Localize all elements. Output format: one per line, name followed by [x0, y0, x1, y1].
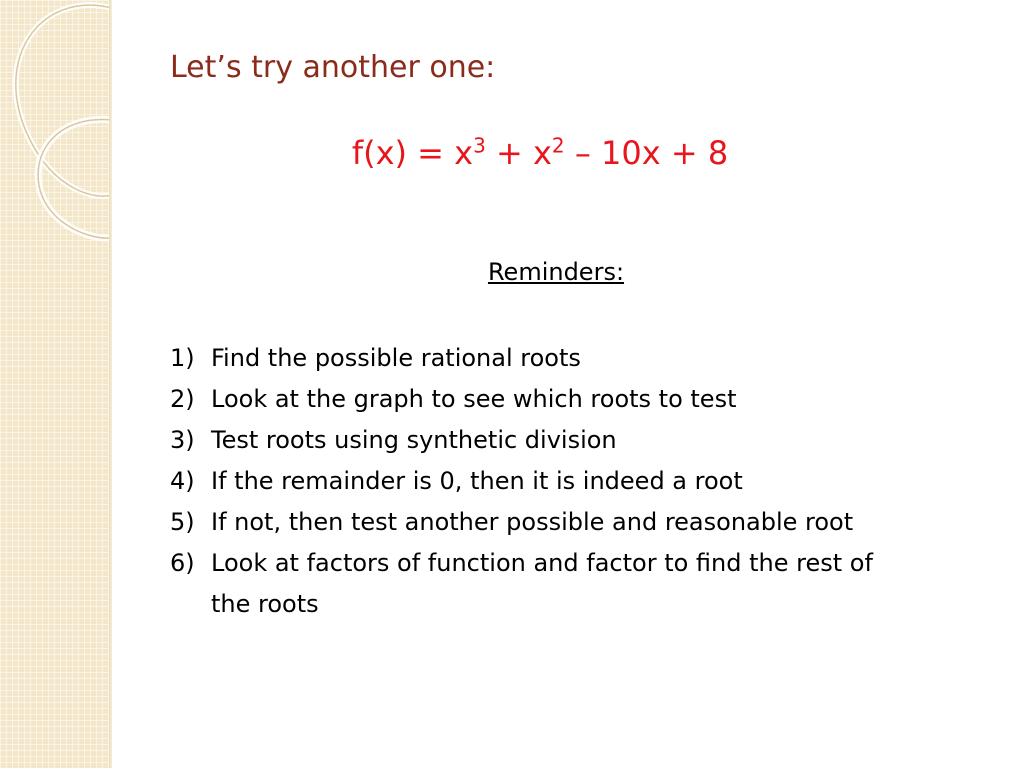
step-text: Look at factors of function and factor to find the rest of the roots — [211, 549, 873, 618]
step-text: Find the possible rational roots — [211, 344, 581, 372]
formula-part-1: f(x) = x — [351, 134, 474, 172]
list-item — [170, 420, 910, 461]
list-item — [170, 338, 910, 379]
list-item — [170, 379, 910, 420]
slide-title: Let’s try another one: — [170, 50, 496, 85]
list-item — [170, 502, 910, 543]
step-text: Look at the graph to see which roots to test — [211, 385, 737, 413]
step-number: 5) — [170, 508, 195, 536]
step-number: 3) — [170, 426, 195, 454]
step-number: 1) — [170, 344, 195, 372]
step-number: 4) — [170, 467, 195, 495]
decorative-swoosh — [0, 0, 112, 260]
step-number: 6) — [170, 549, 195, 577]
step-number: 2) — [170, 385, 195, 413]
step-text: If the remainder is 0, then it is indeed a root — [211, 467, 743, 495]
step-text: If not, then test another possible and reasonable root — [211, 508, 854, 536]
step-text: Test roots using synthetic division — [211, 426, 617, 454]
formula-part-3: – 10x + 8 — [564, 134, 729, 172]
reminders-heading: Reminders: — [487, 258, 625, 286]
formula-part-2: + x — [485, 134, 552, 172]
list-item — [170, 461, 910, 502]
formula — [0, 134, 1024, 172]
reminders-list — [170, 338, 910, 625]
list-item — [170, 543, 910, 625]
formula-exponent-1: 3 — [473, 133, 486, 158]
decorative-side-band — [0, 0, 112, 768]
formula-exponent-2: 2 — [551, 133, 565, 158]
